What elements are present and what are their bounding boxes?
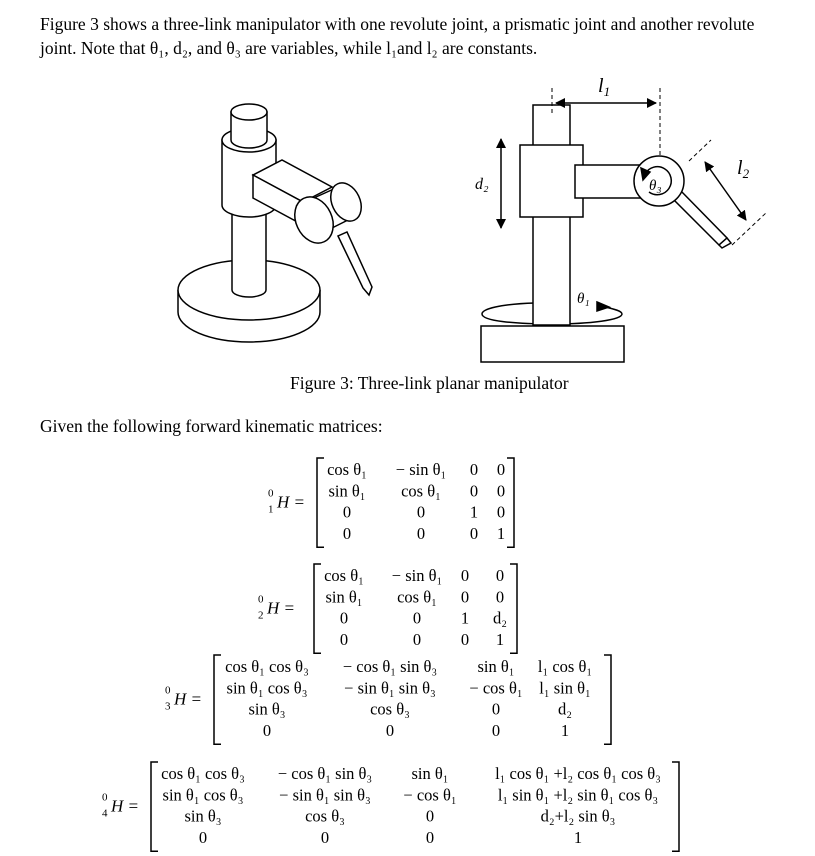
label-l1: $l_1$	[598, 75, 611, 99]
matrix-label-sup: 0	[102, 791, 108, 804]
left-bracket	[151, 762, 158, 851]
matrix-cell: sin θ₃	[184, 806, 222, 826]
matrix-cell: 0	[496, 481, 506, 501]
matrix-cell: 0	[425, 806, 435, 826]
carriage	[520, 145, 583, 217]
isometric-robot-drawing	[178, 104, 372, 342]
label-theta3: θ₃	[649, 178, 662, 194]
matrix-cell: 0	[342, 523, 352, 543]
matrix-cell: 1	[460, 608, 470, 628]
right-bracket	[507, 458, 514, 547]
matrix-cell: 0	[320, 827, 330, 847]
right-bracket	[672, 762, 679, 851]
matrix-cell: 1	[560, 720, 570, 740]
matrix-cell: d₂	[492, 608, 508, 628]
given-text: Given the following forward kinematic matrices:	[40, 416, 383, 436]
matrix-label: H =	[111, 796, 139, 816]
left-bracket	[317, 458, 324, 547]
matrix-cell: 1	[573, 827, 583, 847]
matrix-cell: cos θ₁	[327, 460, 367, 479]
matrix-cell: 1	[469, 502, 479, 522]
matrix-cell: − cos θ₁	[403, 785, 457, 805]
matrix-cell: sin θ₁	[411, 764, 449, 783]
matrix-cell: 0	[339, 608, 349, 628]
matrix-cell: l₁ sin θ₁	[539, 678, 591, 698]
matrix-cell: 0	[262, 720, 272, 740]
matrix-cell: cos θ₁ cos θ₃	[225, 657, 309, 676]
matrix-cell: 0	[495, 566, 505, 585]
matrix-cell: − cos θ₁ sin θ₃	[277, 764, 373, 783]
matrix-cell: cos θ₁	[324, 566, 364, 585]
matrix-label-sub: 4	[102, 807, 108, 820]
kinematic-matrices	[0, 450, 815, 856]
left-bracket	[214, 655, 221, 744]
matrix-label: H =	[277, 492, 305, 512]
left-bracket	[314, 564, 321, 653]
matrix-cell: 0	[460, 566, 470, 585]
base-block	[481, 326, 624, 362]
matrix-cell: 0	[496, 460, 506, 479]
label-l2: $l_2$	[737, 157, 750, 181]
matrix-cell: 0	[342, 502, 352, 522]
matrix-cell: 0	[491, 699, 501, 719]
matrix-cell: d₂+l₂ sin θ₃	[540, 806, 616, 826]
matrix-cell: − cos θ₁	[469, 678, 523, 698]
matrix-cell: sin θ₁	[477, 657, 515, 676]
matrix-label-sub: 2	[258, 609, 264, 622]
manipulator-figure	[0, 0, 815, 380]
matrix-label-sub: 1	[268, 503, 274, 516]
matrix-cell: 0	[469, 460, 479, 479]
tool-link	[672, 190, 727, 245]
matrix-cell: 0	[412, 608, 422, 628]
matrix-cell: 0	[425, 827, 435, 847]
matrix-cell: − sin θ₁ sin θ₃	[344, 678, 436, 698]
matrix-label-sup: 0	[268, 487, 274, 500]
figure-caption: Figure 3: Three-link planar manipulator	[290, 373, 569, 393]
matrix-cell: 0	[491, 720, 501, 740]
matrix-cell: 0	[496, 502, 506, 522]
matrix-cell: 0	[198, 827, 208, 847]
matrix-cell: sin θ₁ cos θ₃	[162, 785, 244, 805]
matrix-cell: 0	[339, 629, 349, 649]
matrix-cell: 0	[460, 587, 470, 607]
matrix-label: H =	[267, 598, 295, 618]
matrix-cell: 0	[416, 523, 426, 543]
matrix-label-sup: 0	[258, 593, 264, 606]
intro-line-2: joint. Note that θ₁, d₂, and θ₃ are variables, while l₁and l₂ are constants.	[40, 38, 538, 58]
right-bracket	[604, 655, 611, 744]
intro-line-1: Figure 3 shows a three-link manipulator with one revolute joint, a prismatic joint and another revolute	[40, 14, 755, 34]
matrix-cell: − sin θ₁	[395, 460, 447, 479]
matrix-cell: sin θ₁ cos θ₃	[226, 678, 308, 698]
matrix-cell: 0	[469, 523, 479, 543]
matrix-cell: sin θ₁	[325, 587, 363, 607]
matrix-cell: − sin θ₁	[391, 566, 443, 585]
matrix-cell: 1	[495, 629, 505, 649]
matrix-cell: − sin θ₁ sin θ₃	[279, 785, 371, 805]
matrix-cell: 0	[469, 481, 479, 501]
matrix-cell: cos θ₃	[370, 699, 410, 719]
label-d2: d₂	[475, 176, 489, 193]
right-bracket	[510, 564, 517, 653]
matrix-cell: 0	[460, 629, 470, 649]
matrix-cell: cos θ₁ cos θ₃	[161, 764, 245, 783]
matrix-cell: 0	[385, 720, 395, 740]
matrix-cell: 1	[496, 523, 506, 543]
matrix-label: H =	[174, 689, 202, 709]
matrix-cell: 0	[412, 629, 422, 649]
matrix-cell: cos θ₃	[305, 806, 345, 826]
matrix-label-sup: 0	[165, 684, 171, 697]
matrix-label-sub: 3	[165, 700, 171, 713]
matrix-cell: sin θ₁	[328, 481, 366, 501]
matrix-cell: sin θ₃	[248, 699, 286, 719]
matrix-cell: cos θ₁	[397, 587, 437, 607]
matrix-cell: 0	[495, 587, 505, 607]
label-theta1: θ₁	[577, 291, 590, 307]
matrix-cell: 0	[416, 502, 426, 522]
matrix-cell: l₁ cos θ₁ +l₂ cos θ₁ cos θ₃	[495, 764, 661, 783]
matrix-cell: l₁ cos θ₁	[537, 657, 593, 676]
matrix-cell: l₁ sin θ₁ +l₂ sin θ₁ cos θ₃	[497, 785, 659, 805]
matrix-cell: cos θ₁	[401, 481, 441, 501]
schematic-drawing	[481, 105, 731, 362]
matrix-cell: d₂	[557, 699, 573, 719]
matrix-cell: − cos θ₁ sin θ₃	[342, 657, 438, 676]
